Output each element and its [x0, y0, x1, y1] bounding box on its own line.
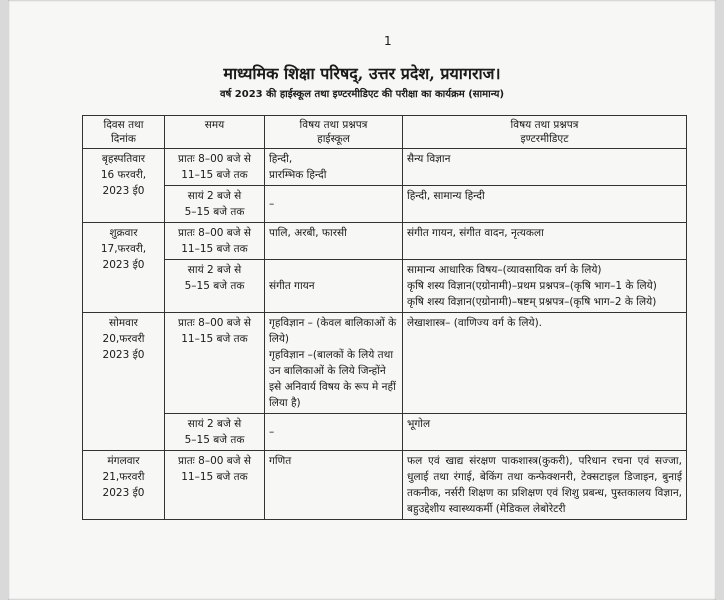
intermediate-subject-cell: सैन्य विज्ञान — [403, 149, 687, 186]
document-page — [8, 0, 716, 600]
highschool-subject-cell: – — [265, 186, 403, 223]
highschool-subject-cell: हिन्दी, प्रारम्भिक हिन्दी — [265, 149, 403, 186]
document-title: माध्यमिक शिक्षा परिषद्, उत्तर प्रदेश, प्रयागराज। — [223, 64, 501, 83]
day-date-cell: शुक्रवार 17,फरवरी, 2023 ई0 — [83, 223, 165, 313]
table-header-row — [83, 116, 687, 149]
page-number: 1 — [384, 34, 392, 48]
header-day-date: दिवस तथा दिनांक — [83, 116, 165, 149]
table-row — [83, 223, 687, 260]
time-cell: सायं 2 बजे से 5–15 बजे तक — [165, 260, 265, 313]
day-date-cell: बृहस्पतिवार 16 फरवरी, 2023 ई0 — [83, 149, 165, 223]
document-subtitle: वर्ष 2023 की हाईस्कूल तथा इण्टरमीडिएट की परीक्षा का कार्यक्रम (सामान्य) — [219, 89, 505, 100]
table-row — [83, 149, 687, 186]
highschool-subject-cell: पालि, अरबी, फारसी — [265, 223, 403, 260]
time-cell: प्रातः 8–00 बजे से 11–15 बजे तक — [165, 149, 265, 186]
table-row — [83, 451, 687, 520]
time-cell: प्रातः 8–00 बजे से 11–15 बजे तक — [165, 223, 265, 260]
table-row — [83, 260, 687, 313]
intermediate-subject-cell: संगीत गायन, संगीत वादन, नृत्यकला — [403, 223, 687, 260]
highschool-subject-cell: गणित — [265, 451, 403, 520]
intermediate-subject-cell: लेखाशास्त्र– (वाणिज्य वर्ग के लिये). — [403, 313, 687, 414]
intermediate-subject-cell: भूगोल — [403, 414, 687, 451]
header-intermediate: विषय तथा प्रश्नपत्र इण्टरमीडिएट — [403, 116, 687, 149]
intermediate-subject-cell: फल एवं खाद्य संरक्षण पाकशास्त्र(कुकरी), परिधान रचना एवं सज्जा, धुलाई तथा रंगाई, बेकिंग तथा कन्फेक्शनरी, टेक्सटाइल डिजाइन, बुनाई तकनीक, नर्सरी शिक्षण का प्रशिक्षण एवं शिशु प्रबन्ध, पुस्तकालय विज्ञान, बहुउद्देशीय स्वास्थ्यकर्मी (मेडिकल लेबोरेटरी — [403, 451, 687, 520]
highschool-subject-cell: – — [265, 414, 403, 451]
header-highschool: विषय तथा प्रश्नपत्र हाईस्कूल — [265, 116, 403, 149]
intermediate-subject-cell: हिन्दी, सामान्य हिन्दी — [403, 186, 687, 223]
time-cell: प्रातः 8–00 बजे से 11–15 बजे तक — [165, 313, 265, 414]
header-time: समय — [165, 116, 265, 149]
time-cell: सायं 2 बजे से 5–15 बजे तक — [165, 186, 265, 223]
table-row — [83, 414, 687, 451]
highschool-subject-cell: गृहविज्ञान – (केवल बालिकाओं के लिये) गृहविज्ञान –(बालकों के लिये तथा उन बालिकाओं के लिये जिन्होंने इसे अनिवार्य विषय के रूप मे नहीं लिया है) — [265, 313, 403, 414]
time-cell: सायं 2 बजे से 5–15 बजे तक — [165, 414, 265, 451]
day-date-cell: मंगलवार 21,फरवरी 2023 ई0 — [83, 451, 165, 520]
time-cell: प्रातः 8–00 बजे से 11–15 बजे तक — [165, 451, 265, 520]
day-date-cell: सोमवार 20,फरवरी 2023 ई0 — [83, 313, 165, 451]
intermediate-subject-cell: सामान्य आधारिक विषय–(व्यावसायिक वर्ग के लिये) कृषि शस्य विज्ञान(एग्रोनामी)–प्रथम प्रश्नपत्र–(कृषि भाग–1 के लिये) कृषि शस्य विज्ञान(एग्रोनामी)–षष्टम् प्रश्नपत्र–(कृषि भाग–2 के लिये) — [403, 260, 687, 313]
table-row — [83, 313, 687, 414]
highschool-subject-cell: संगीत गायन — [265, 260, 403, 313]
table-row — [83, 186, 687, 223]
exam-schedule-table — [82, 115, 687, 520]
